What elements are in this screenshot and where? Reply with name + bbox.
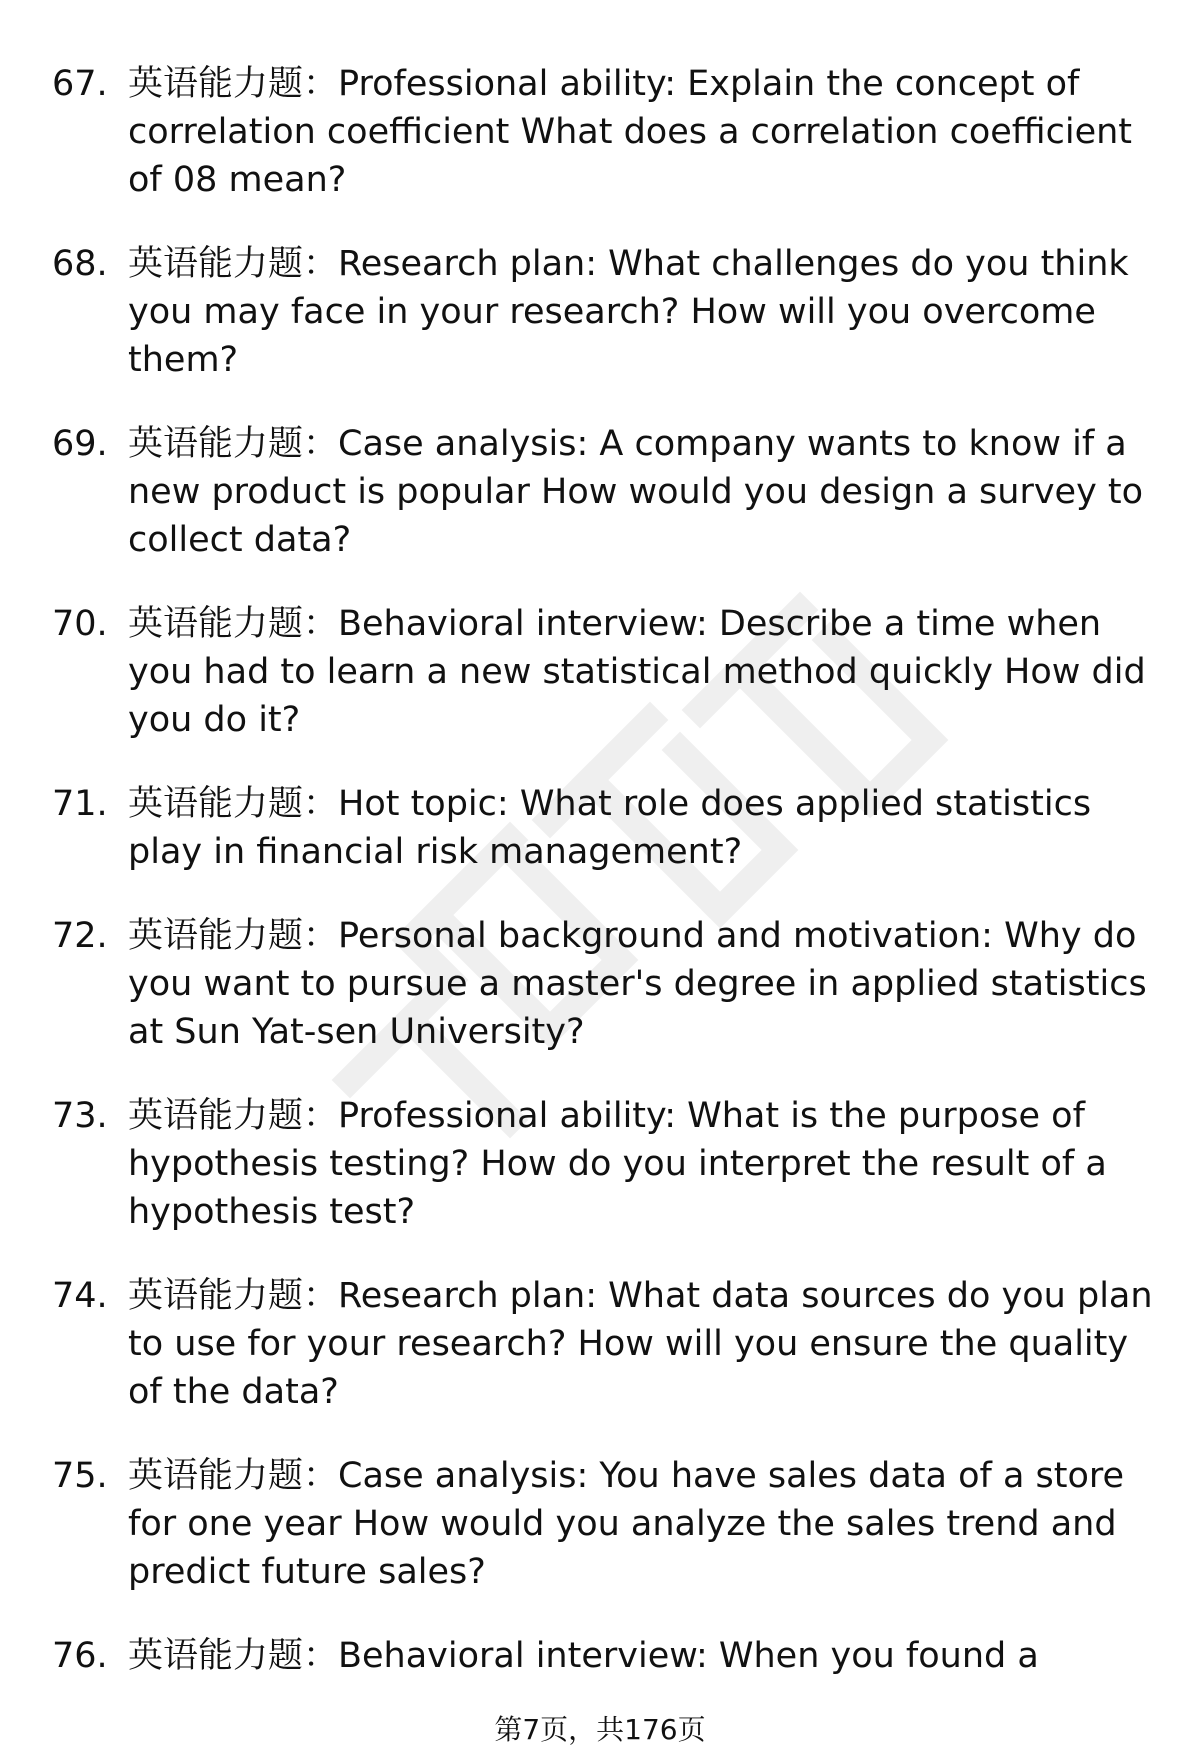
question-text: 英语能力题：Behavioral interview: When you found a bbox=[128, 1636, 1039, 1676]
question-text: 英语能力题：Professional ability: What is the purpose of hypothesis testing? How do you interpret the result of a hypothesis test? bbox=[128, 1096, 1107, 1232]
question-item bbox=[52, 780, 1162, 876]
question-item bbox=[52, 420, 1162, 564]
question-number: 69. bbox=[52, 424, 108, 464]
question-text: 英语能力题：Case analysis: A company wants to know if a new product is popular How would you design a survey to collect data? bbox=[128, 424, 1144, 560]
question-number: 73. bbox=[52, 1096, 108, 1136]
question-item bbox=[52, 1632, 1162, 1680]
question-text: 英语能力题：Case analysis: You have sales data of a store for one year How would you analyze the sales trend and predict future sales? bbox=[128, 1456, 1125, 1592]
page-footer bbox=[0, 1712, 1200, 1748]
question-number: 70. bbox=[52, 604, 108, 644]
page-number-label: 第7页，共176页 bbox=[494, 1713, 706, 1746]
question-item bbox=[52, 60, 1162, 204]
question-number: 67. bbox=[52, 64, 108, 104]
question-text: 英语能力题：Hot topic: What role does applied statistics play in financial risk management? bbox=[128, 784, 1092, 872]
question-item bbox=[52, 912, 1162, 1056]
question-number: 72. bbox=[52, 916, 108, 956]
question-item bbox=[52, 240, 1162, 384]
question-item bbox=[52, 600, 1162, 744]
question-text: 英语能力题：Personal background and motivation: Why do you want to pursue a master's degree in applied statistics at Sun Yat-sen University? bbox=[128, 916, 1147, 1052]
question-number: 76. bbox=[52, 1636, 108, 1676]
question-number: 75. bbox=[52, 1456, 108, 1496]
question-item bbox=[52, 1092, 1162, 1236]
question-item bbox=[52, 1452, 1162, 1596]
question-item bbox=[52, 1272, 1162, 1416]
question-text: 英语能力题：Behavioral interview: Describe a time when you had to learn a new statistical method quickly How did you do it? bbox=[128, 604, 1146, 740]
question-text: 英语能力题：Research plan: What challenges do you think you may face in your research? How will you overcome them? bbox=[128, 244, 1129, 380]
question-number: 71. bbox=[52, 784, 108, 824]
question-number: 74. bbox=[52, 1276, 108, 1316]
question-text: 英语能力题：Professional ability: Explain the concept of correlation coefficient What does a correlation coefficient of 08 mean? bbox=[128, 64, 1133, 200]
question-number: 68. bbox=[52, 244, 108, 284]
question-text: 英语能力题：Research plan: What data sources do you plan to use for your research? How will you ensure the quality of the data? bbox=[128, 1276, 1153, 1412]
question-list bbox=[52, 60, 1162, 1680]
